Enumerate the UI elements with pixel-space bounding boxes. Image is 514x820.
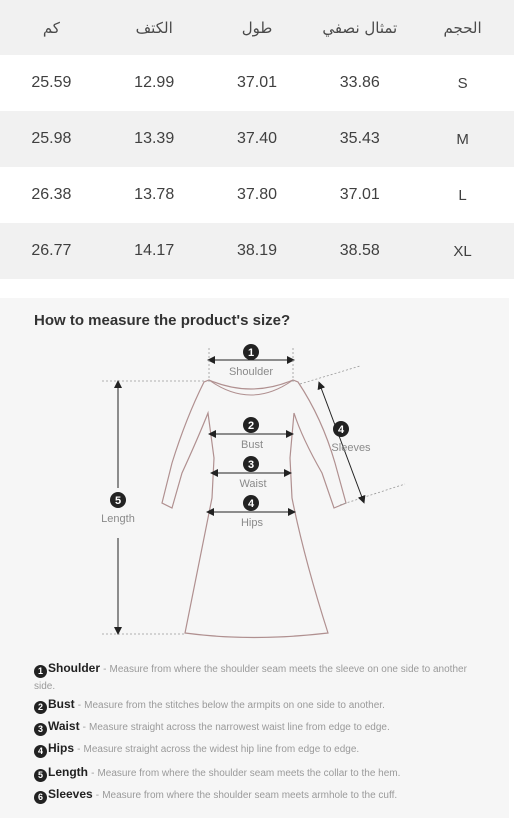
legend-item-length: 5 Length - Measure from where the shoulder seam meets the collar to the hem. (34, 764, 474, 782)
cell-bust: 33.86 (339, 74, 380, 91)
bust-label: Bust (240, 439, 264, 451)
table-row (0, 111, 514, 167)
shoulder-badge-num: 1 (247, 347, 255, 359)
header-length: طول (241, 18, 273, 37)
legend-desc: Measure from where the shoulder seam meets the sleeve on one side to another side. (34, 664, 467, 692)
cell-sleeve: 25.59 (31, 74, 72, 91)
legend-item-bust: 2 Bust - Measure from the stitches below the armpits on one side to another. (34, 696, 474, 714)
legend-badge: 5 (34, 769, 47, 782)
table-row (0, 223, 514, 279)
legend-desc: Measure from the stitches below the armpits on one side to another. (84, 700, 385, 711)
cell-sleeve: 25.98 (31, 130, 72, 147)
legend-desc: Measure from where the shoulder seam meets the collar to the hem. (97, 768, 401, 779)
table-row (0, 167, 514, 223)
table-row (0, 55, 514, 111)
cell-size: M (456, 130, 469, 148)
bust-badge-num: 2 (247, 420, 255, 432)
table-header-row (0, 0, 514, 55)
dress-diagram (0, 298, 509, 658)
legend-badge: 4 (34, 745, 47, 758)
legend-badge: 6 (34, 791, 47, 804)
legend-name: Waist (48, 719, 80, 733)
header-bust: تمثال نصفي (322, 18, 398, 37)
neckline (209, 380, 293, 395)
hips-badge-num: 4 (247, 498, 255, 510)
sleeves-badge-num: 4 (337, 424, 345, 436)
header-shoulder: الكتف (135, 18, 173, 37)
legend-badge: 3 (34, 723, 47, 736)
legend-badge: 2 (34, 701, 47, 714)
legend-desc: Measure from where the shoulder seam meets armhole to the cuff. (102, 790, 398, 801)
cell-bust: 38.58 (339, 242, 380, 259)
sleeves-guide-bottom (340, 484, 405, 505)
legend-desc: Measure straight across the narrowest waist line from edge to edge. (89, 722, 390, 733)
cell-shoulder: 12.99 (134, 74, 175, 91)
length-badge-num: 5 (114, 495, 122, 507)
cell-shoulder: 14.17 (134, 242, 175, 259)
cell-size: L (458, 186, 467, 204)
cell-sleeve: 26.38 (31, 186, 72, 203)
cell-length: 37.01 (236, 74, 278, 91)
cell-bust: 37.01 (339, 186, 380, 203)
header-size: الحجم (443, 18, 482, 37)
legend-item-hips: 4 Hips - Measure straight across the widest hip line from edge to edge. (34, 740, 474, 758)
sleeves-label: Sleeves (331, 442, 371, 454)
cell-sleeve: 26.77 (31, 242, 72, 259)
guide-title: How to measure the product's size? (34, 312, 291, 329)
waist-label: Waist (239, 478, 267, 490)
header-sleeve: كم (42, 18, 60, 37)
size-table (0, 0, 514, 279)
cell-bust: 35.43 (339, 130, 380, 147)
cell-length: 38.19 (236, 242, 278, 259)
legend-name: Hips (48, 741, 75, 755)
legend-name: Length (48, 765, 88, 779)
measure-guide (0, 298, 509, 818)
legend-desc: Measure straight across the widest hip line from edge to edge. (83, 744, 360, 755)
legend-badge: 1 (34, 665, 47, 678)
legend-name: Shoulder (48, 661, 101, 675)
legend-item-waist: 3 Waist - Measure straight across the narrowest waist line from edge to edge. (34, 718, 474, 736)
legend-name: Bust (48, 697, 75, 711)
cell-length: 37.80 (236, 186, 278, 203)
hips-label: Hips (240, 517, 264, 529)
legend-item-shoulder: 1 Shoulder - Measure from where the shoulder seam meets the sleeve on one side to another side. (34, 661, 467, 692)
cell-size: S (457, 74, 468, 92)
cell-shoulder: 13.39 (134, 130, 175, 147)
waist-badge-num: 3 (247, 459, 255, 471)
cell-length: 37.40 (236, 130, 278, 147)
shoulder-label: Shoulder (228, 366, 274, 378)
cell-shoulder: 13.78 (134, 186, 175, 203)
cell-size: XL (453, 242, 472, 260)
length-label: Length (101, 513, 135, 525)
legend-item-sleeves: 6 Sleeves - Measure from where the shoulder seam meets armhole to the cuff. (34, 786, 474, 804)
sleeves-guide-top (300, 366, 360, 384)
legend-name: Sleeves (48, 787, 93, 801)
